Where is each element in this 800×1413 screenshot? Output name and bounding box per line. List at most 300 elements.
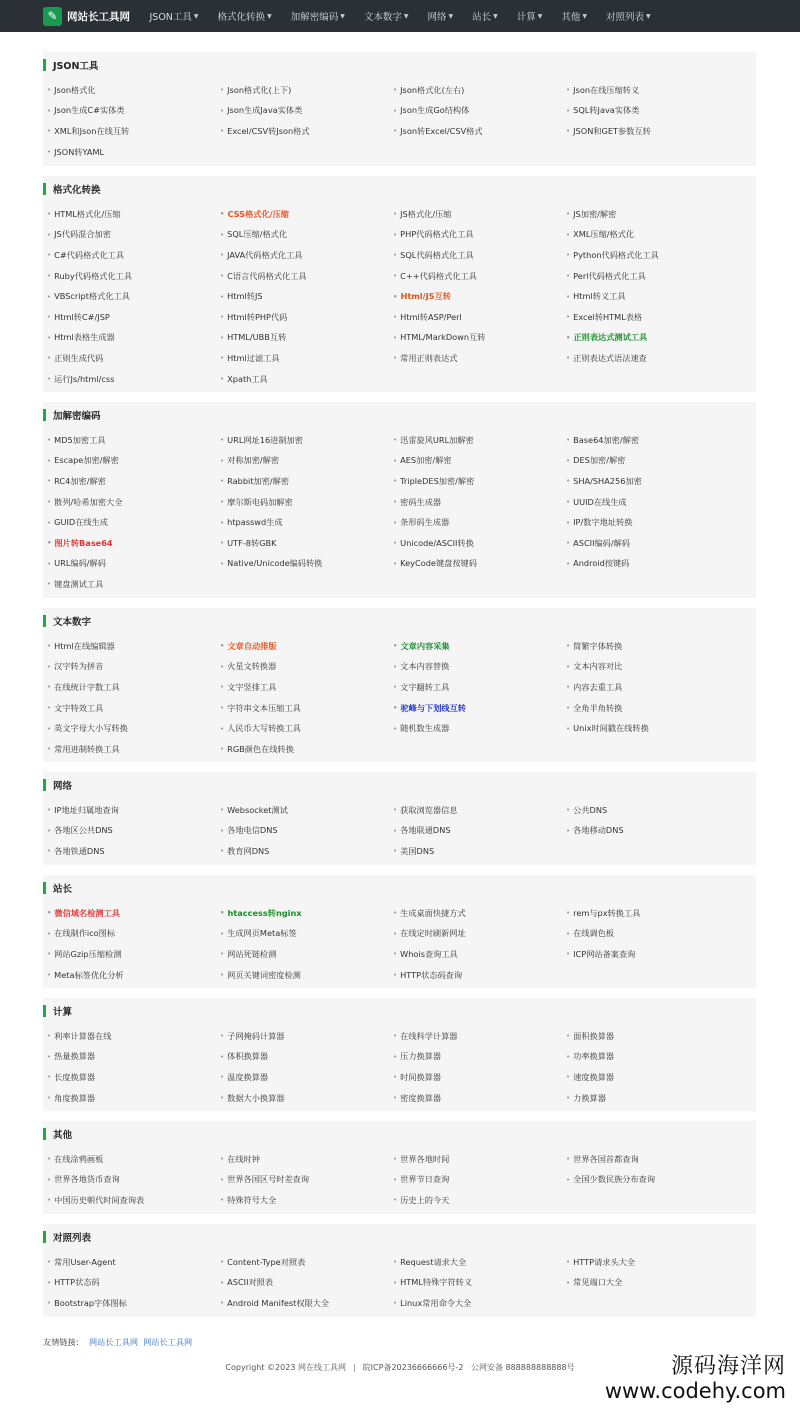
tool-link[interactable] xyxy=(562,657,735,678)
tool-link-label: C#代码格式化工具 xyxy=(54,249,125,260)
bullet-icon: • xyxy=(220,950,225,959)
section-heading xyxy=(43,1005,72,1017)
tool-link[interactable] xyxy=(43,924,216,945)
bullet-icon: • xyxy=(393,354,398,363)
tool-link[interactable] xyxy=(216,1252,389,1273)
tool-link-label: 时间换算器 xyxy=(400,1071,442,1082)
tool-link[interactable] xyxy=(216,924,389,945)
tool-link[interactable] xyxy=(216,328,389,349)
tool-link[interactable] xyxy=(43,1149,216,1170)
tool-link[interactable] xyxy=(43,451,216,472)
tool-link[interactable] xyxy=(562,718,735,739)
tool-link[interactable] xyxy=(216,657,389,678)
bullet-icon: • xyxy=(220,106,225,115)
tool-link[interactable] xyxy=(389,80,562,101)
tool-link[interactable] xyxy=(562,492,735,513)
section-panel xyxy=(43,402,756,598)
tool-link[interactable] xyxy=(43,1170,216,1191)
tool-link[interactable] xyxy=(389,1088,562,1109)
section-title: 其他 xyxy=(53,1130,73,1141)
tool-link[interactable] xyxy=(216,1026,389,1047)
copyright-text: Copyright ©2023 网在线工具网 xyxy=(225,1363,346,1372)
bullet-icon: • xyxy=(566,539,571,548)
nav-menu-5[interactable] xyxy=(418,0,463,32)
tool-link[interactable] xyxy=(216,492,389,513)
tool-link-label: 各地电信DNS xyxy=(227,825,278,836)
tool-link[interactable] xyxy=(562,307,735,328)
bullet-icon: • xyxy=(566,498,571,507)
tool-link[interactable] xyxy=(43,1252,216,1273)
wrench-icon: ✎ xyxy=(43,7,62,26)
tool-link[interactable] xyxy=(389,554,562,575)
tool-link-label: Unix时间戳在线转换 xyxy=(573,723,649,734)
tool-link[interactable] xyxy=(562,286,735,307)
tool-link[interactable] xyxy=(43,1273,216,1294)
tool-link-label: 中国历史朝代时间查询表 xyxy=(54,1194,145,1205)
tool-link-label: JS格式化/压缩 xyxy=(400,208,452,219)
tool-link-label: 数据大小换算器 xyxy=(227,1092,285,1103)
tool-link-label: Ruby代码格式化工具 xyxy=(54,270,133,281)
nav-menu-6[interactable] xyxy=(463,0,508,32)
tool-link[interactable] xyxy=(562,80,735,101)
tool-link-label: 美国DNS xyxy=(400,845,435,856)
tool-link-label: Html转义工具 xyxy=(573,291,626,302)
tool-link[interactable] xyxy=(562,348,735,369)
tool-link[interactable] xyxy=(389,841,562,862)
tool-link[interactable] xyxy=(43,204,216,225)
tool-link-label: URL编码/解码 xyxy=(54,558,106,569)
tool-link[interactable] xyxy=(389,451,562,472)
caret-down-icon: ▼ xyxy=(582,12,588,20)
bullet-icon: • xyxy=(566,313,571,322)
tool-link-label: 网站死链检测 xyxy=(227,948,277,959)
tool-link[interactable] xyxy=(562,533,735,554)
tool-link[interactable] xyxy=(562,430,735,451)
tool-link[interactable] xyxy=(216,965,389,986)
tool-link-label: Linux常用命令大全 xyxy=(400,1297,472,1308)
tool-link-label: 体积换算器 xyxy=(227,1051,269,1062)
tool-link[interactable] xyxy=(389,266,562,287)
tool-link[interactable] xyxy=(216,245,389,266)
tool-link[interactable] xyxy=(562,1252,735,1273)
tool-link[interactable] xyxy=(389,101,562,122)
tool-link[interactable] xyxy=(43,533,216,554)
bullet-icon: • xyxy=(393,929,398,938)
tool-link[interactable] xyxy=(43,1088,216,1109)
tool-link[interactable] xyxy=(216,204,389,225)
bullet-icon: • xyxy=(393,127,398,136)
caret-down-icon: ▼ xyxy=(646,12,651,20)
tool-link-label: Json在线压缩转义 xyxy=(573,84,640,95)
tool-link[interactable] xyxy=(216,739,389,760)
tool-link[interactable] xyxy=(43,328,216,349)
tool-link[interactable] xyxy=(562,451,735,472)
section-heading xyxy=(43,615,91,627)
tool-link[interactable] xyxy=(562,1047,735,1068)
tool-link-label: SQL压缩/格式化 xyxy=(227,229,288,240)
tool-link[interactable] xyxy=(389,718,562,739)
tool-link[interactable] xyxy=(389,471,562,492)
tool-link[interactable] xyxy=(216,1190,389,1211)
tool-link[interactable] xyxy=(43,266,216,287)
tool-link-label: 角度换算器 xyxy=(54,1092,96,1103)
tool-link[interactable] xyxy=(562,924,735,945)
bullet-icon: • xyxy=(393,909,398,918)
nav-menu-1[interactable] xyxy=(140,0,208,32)
bullet-icon: • xyxy=(566,559,571,568)
nav-menu-2[interactable] xyxy=(208,0,281,32)
tool-link[interactable] xyxy=(43,636,216,657)
bullet-icon: • xyxy=(220,86,225,95)
tool-link[interactable] xyxy=(216,841,389,862)
tool-link-label: JS代码混合加密 xyxy=(54,229,111,240)
tool-link[interactable] xyxy=(43,307,216,328)
section-panel xyxy=(43,1121,756,1214)
tool-link[interactable] xyxy=(216,1067,389,1088)
tool-link-label: 教育网DNS xyxy=(227,845,270,856)
tool-link-label: RC4加密/解密 xyxy=(54,475,106,486)
tool-link-label: 各地铁通DNS xyxy=(54,845,105,856)
tool-link[interactable] xyxy=(216,1149,389,1170)
bullet-icon: • xyxy=(393,847,398,856)
tool-link[interactable] xyxy=(389,204,562,225)
bullet-icon: • xyxy=(47,375,52,384)
tool-link[interactable] xyxy=(43,821,216,842)
tool-link[interactable] xyxy=(43,492,216,513)
tool-link[interactable] xyxy=(389,1293,562,1314)
tool-link[interactable] xyxy=(562,1273,735,1294)
tool-link[interactable] xyxy=(216,1273,389,1294)
bullet-icon: • xyxy=(566,1052,571,1061)
tool-link[interactable] xyxy=(562,677,735,698)
tool-link[interactable] xyxy=(389,245,562,266)
tool-link[interactable] xyxy=(43,225,216,246)
tool-link-label: 微信域名检测工具 xyxy=(54,907,120,918)
tool-link[interactable] xyxy=(389,1190,562,1211)
tool-link-label: rem与px转换工具 xyxy=(573,907,641,918)
tool-link[interactable] xyxy=(389,903,562,924)
tool-link-label: C++代码格式化工具 xyxy=(400,270,477,281)
bullet-icon: • xyxy=(393,1155,398,1164)
bullet-icon: • xyxy=(47,950,52,959)
tool-link[interactable] xyxy=(389,1067,562,1088)
bullet-icon: • xyxy=(47,1155,52,1164)
tool-link-label: Meta标签优化分析 xyxy=(54,969,124,980)
tool-link[interactable] xyxy=(562,800,735,821)
watermark-title: 源码海洋网 xyxy=(670,1354,786,1379)
bullet-icon: • xyxy=(393,724,398,733)
tool-link[interactable] xyxy=(389,1273,562,1294)
nav-menu-4[interactable] xyxy=(354,0,418,32)
bullet-icon: • xyxy=(47,251,52,260)
tool-link[interactable] xyxy=(562,101,735,122)
tool-link[interactable] xyxy=(43,739,216,760)
tool-link[interactable] xyxy=(389,821,562,842)
section-panel xyxy=(43,176,756,392)
tool-link-label: Native/Unicode编码转换 xyxy=(227,558,323,569)
tool-link[interactable] xyxy=(389,121,562,142)
tool-link-label: Excel转HTML表格 xyxy=(573,311,643,322)
section-panel xyxy=(43,998,756,1111)
bullet-icon: • xyxy=(566,806,571,815)
bullet-icon: • xyxy=(47,642,52,651)
tool-link[interactable] xyxy=(389,677,562,698)
tool-link[interactable] xyxy=(216,903,389,924)
tool-link[interactable] xyxy=(389,307,562,328)
tool-link[interactable] xyxy=(43,142,216,163)
bullet-icon: • xyxy=(566,292,571,301)
section-title: JSON工具 xyxy=(53,61,99,72)
friend-link-2[interactable]: 网站长工具网 xyxy=(143,1337,193,1347)
tool-link[interactable] xyxy=(389,492,562,513)
tool-link[interactable] xyxy=(43,657,216,678)
tool-link-label: 英文字母大小写转换 xyxy=(54,723,128,734)
tool-link[interactable] xyxy=(43,903,216,924)
tool-link[interactable] xyxy=(562,903,735,924)
section-accent-bar xyxy=(43,882,46,894)
tool-link[interactable] xyxy=(43,841,216,862)
tool-link-label: 功率换算器 xyxy=(573,1051,615,1062)
bullet-icon: • xyxy=(393,971,398,980)
tool-link[interactable] xyxy=(389,286,562,307)
tool-link[interactable] xyxy=(389,657,562,678)
tool-link[interactable] xyxy=(43,348,216,369)
tool-link[interactable] xyxy=(389,1149,562,1170)
tool-link-label: Python代码格式化工具 xyxy=(573,249,659,260)
tool-link[interactable] xyxy=(43,512,216,533)
tool-link[interactable] xyxy=(216,718,389,739)
tool-link[interactable] xyxy=(389,1170,562,1191)
tool-link[interactable] xyxy=(562,204,735,225)
tool-link[interactable] xyxy=(43,286,216,307)
tool-link[interactable] xyxy=(216,698,389,719)
tool-link[interactable] xyxy=(562,636,735,657)
tool-link[interactable] xyxy=(216,430,389,451)
tool-link[interactable] xyxy=(216,677,389,698)
tool-link[interactable] xyxy=(43,101,216,122)
tool-link-label: 温度换算器 xyxy=(227,1071,269,1082)
bullet-icon: • xyxy=(393,477,398,486)
tool-link[interactable] xyxy=(216,636,389,657)
tool-link[interactable] xyxy=(562,266,735,287)
tool-link[interactable] xyxy=(216,944,389,965)
tool-link-label: 常见端口大全 xyxy=(573,1277,623,1288)
tool-link[interactable] xyxy=(216,800,389,821)
bullet-icon: • xyxy=(220,662,225,671)
tool-link-label: 字符串文本压缩工具 xyxy=(227,702,301,713)
tool-link[interactable] xyxy=(562,121,735,142)
tool-link[interactable] xyxy=(216,101,389,122)
tool-link[interactable] xyxy=(216,471,389,492)
caret-down-icon: ▼ xyxy=(493,12,498,20)
tool-link[interactable] xyxy=(562,471,735,492)
tool-link-label: Html转JS xyxy=(227,291,263,302)
tool-link[interactable] xyxy=(562,554,735,575)
section-title: 格式化转换 xyxy=(53,185,101,196)
tool-link-label: 热量换算器 xyxy=(54,1051,96,1062)
bullet-icon: • xyxy=(566,272,571,281)
tool-link[interactable] xyxy=(389,1026,562,1047)
tool-link[interactable] xyxy=(562,225,735,246)
tool-link-label: 键盘测试工具 xyxy=(54,578,104,589)
tool-link[interactable] xyxy=(562,328,735,349)
section-tool-list xyxy=(43,800,756,862)
tool-link[interactable] xyxy=(43,574,216,595)
tool-link[interactable] xyxy=(216,369,389,390)
tool-link[interactable] xyxy=(43,1026,216,1047)
tool-link-label: 摩尔斯电码加解密 xyxy=(227,496,293,507)
tool-link-label: KeyCode键盘按键码 xyxy=(400,558,477,569)
tool-link-label: 内容去重工具 xyxy=(573,681,623,692)
tool-link[interactable] xyxy=(43,80,216,101)
bullet-icon: • xyxy=(220,1094,225,1103)
bullet-icon: • xyxy=(47,704,52,713)
section-tool-list xyxy=(43,80,756,162)
bullet-icon: • xyxy=(220,1278,225,1287)
tool-link-label: Perl代码格式化工具 xyxy=(573,270,646,281)
bullet-icon: • xyxy=(566,662,571,671)
tool-link[interactable] xyxy=(216,225,389,246)
friend-link-1[interactable]: 网站长工具网 xyxy=(88,1337,139,1347)
tool-link-label: Json生成Java实体类 xyxy=(227,105,303,116)
nav-menu-9[interactable] xyxy=(597,0,661,32)
brand-logo[interactable] xyxy=(43,0,130,32)
tool-link[interactable] xyxy=(216,451,389,472)
nav-menu-label: 站长 xyxy=(472,12,492,23)
tool-link-label: 利率计算器在线 xyxy=(54,1030,112,1041)
bullet-icon: • xyxy=(393,230,398,239)
tool-link[interactable] xyxy=(216,1293,389,1314)
icp-record[interactable]: 皖ICP备20236666666号-2 xyxy=(362,1363,464,1372)
police-record[interactable]: 公网安备 888888888888号 xyxy=(470,1363,575,1372)
tool-link[interactable] xyxy=(389,698,562,719)
tool-link[interactable] xyxy=(389,1252,562,1273)
tool-link-label: 文字翻转工具 xyxy=(400,681,450,692)
tool-link[interactable] xyxy=(43,1067,216,1088)
bullet-icon: • xyxy=(566,1073,571,1082)
tool-link[interactable] xyxy=(43,430,216,451)
bullet-icon: • xyxy=(47,724,52,733)
tool-link[interactable] xyxy=(389,225,562,246)
tool-link[interactable] xyxy=(389,430,562,451)
section-title: 对照列表 xyxy=(53,1233,92,1244)
nav-menu-7[interactable] xyxy=(507,0,552,32)
bullet-icon: • xyxy=(47,559,52,568)
tool-link[interactable] xyxy=(43,677,216,698)
brand-title: 网站长工具网 xyxy=(67,10,130,23)
tool-link[interactable] xyxy=(216,286,389,307)
tool-link[interactable] xyxy=(389,944,562,965)
section-tool-list xyxy=(43,1149,756,1211)
tool-link[interactable] xyxy=(43,944,216,965)
bullet-icon: • xyxy=(566,1094,571,1103)
tool-link[interactable] xyxy=(216,512,389,533)
tool-link[interactable] xyxy=(43,554,216,575)
tool-link[interactable] xyxy=(389,533,562,554)
tool-link-label: 力换算器 xyxy=(573,1092,606,1103)
tool-link[interactable] xyxy=(216,348,389,369)
nav-menu-label: 对照列表 xyxy=(606,12,645,23)
tool-link-label: Json生成Go结构体 xyxy=(400,105,470,116)
tool-link-label: htaccess转nginx xyxy=(227,907,302,918)
bullet-icon: • xyxy=(47,210,52,219)
tool-link[interactable] xyxy=(216,554,389,575)
tool-link[interactable] xyxy=(43,369,216,390)
tool-link[interactable] xyxy=(216,533,389,554)
tool-link[interactable] xyxy=(216,1047,389,1068)
nav-menu-3[interactable] xyxy=(281,0,354,32)
tool-link[interactable] xyxy=(562,698,735,719)
tool-link[interactable] xyxy=(43,965,216,986)
tool-link[interactable] xyxy=(389,512,562,533)
bullet-icon: • xyxy=(220,1073,225,1082)
tool-link[interactable] xyxy=(216,80,389,101)
tool-link[interactable] xyxy=(389,348,562,369)
tool-link[interactable] xyxy=(562,1067,735,1088)
tool-link-label: Html转PHP代码 xyxy=(227,311,288,322)
tool-link[interactable] xyxy=(43,1047,216,1068)
bullet-icon: • xyxy=(220,375,225,384)
tool-link[interactable] xyxy=(389,636,562,657)
tool-link[interactable] xyxy=(43,698,216,719)
tool-link[interactable] xyxy=(216,121,389,142)
tool-link[interactable] xyxy=(216,307,389,328)
tool-link[interactable] xyxy=(562,512,735,533)
tool-link-label: 火星文转换器 xyxy=(227,661,277,672)
tool-link[interactable] xyxy=(389,328,562,349)
tool-link-label: htpasswd生成 xyxy=(227,517,283,528)
friend-links-label: 友情链接： xyxy=(43,1337,84,1347)
tool-link-label: AES加密/解密 xyxy=(400,455,452,466)
tool-link-label: Content-Type对照表 xyxy=(227,1256,306,1267)
tool-link-label: 简繁字体转换 xyxy=(573,640,623,651)
bullet-icon: • xyxy=(220,539,225,548)
tool-link[interactable] xyxy=(562,944,735,965)
tool-link-label: 驼峰与下划线互转 xyxy=(400,702,466,713)
tool-link[interactable] xyxy=(216,266,389,287)
tool-link[interactable] xyxy=(216,1088,389,1109)
tool-link[interactable] xyxy=(562,1149,735,1170)
tool-link[interactable] xyxy=(562,1170,735,1191)
tool-link[interactable] xyxy=(43,245,216,266)
tool-link-label: 正则表达式测试工具 xyxy=(573,332,648,343)
bullet-icon: • xyxy=(566,333,571,342)
tool-link[interactable] xyxy=(43,1190,216,1211)
tool-link[interactable] xyxy=(562,1026,735,1047)
tool-link[interactable] xyxy=(216,1170,389,1191)
tool-link[interactable] xyxy=(562,821,735,842)
tool-link[interactable] xyxy=(216,821,389,842)
tool-link[interactable] xyxy=(389,800,562,821)
tool-link[interactable] xyxy=(562,1088,735,1109)
tool-link[interactable] xyxy=(43,800,216,821)
tool-link[interactable] xyxy=(43,471,216,492)
tool-link[interactable] xyxy=(389,965,562,986)
nav-menu-8[interactable] xyxy=(552,0,597,32)
bullet-icon: • xyxy=(393,642,398,651)
tool-link[interactable] xyxy=(562,245,735,266)
tool-link-label: 迅雷旋风URL加解密 xyxy=(400,434,474,445)
tool-link[interactable] xyxy=(43,1293,216,1314)
tool-link-label: C语言代码格式化工具 xyxy=(227,270,307,281)
tool-link[interactable] xyxy=(43,718,216,739)
tool-link[interactable] xyxy=(389,1047,562,1068)
tool-link[interactable] xyxy=(389,924,562,945)
bullet-icon: • xyxy=(393,251,398,260)
tool-link[interactable] xyxy=(43,121,216,142)
tool-link-label: 常用进制转换工具 xyxy=(54,743,120,754)
bullet-icon: • xyxy=(220,518,225,527)
